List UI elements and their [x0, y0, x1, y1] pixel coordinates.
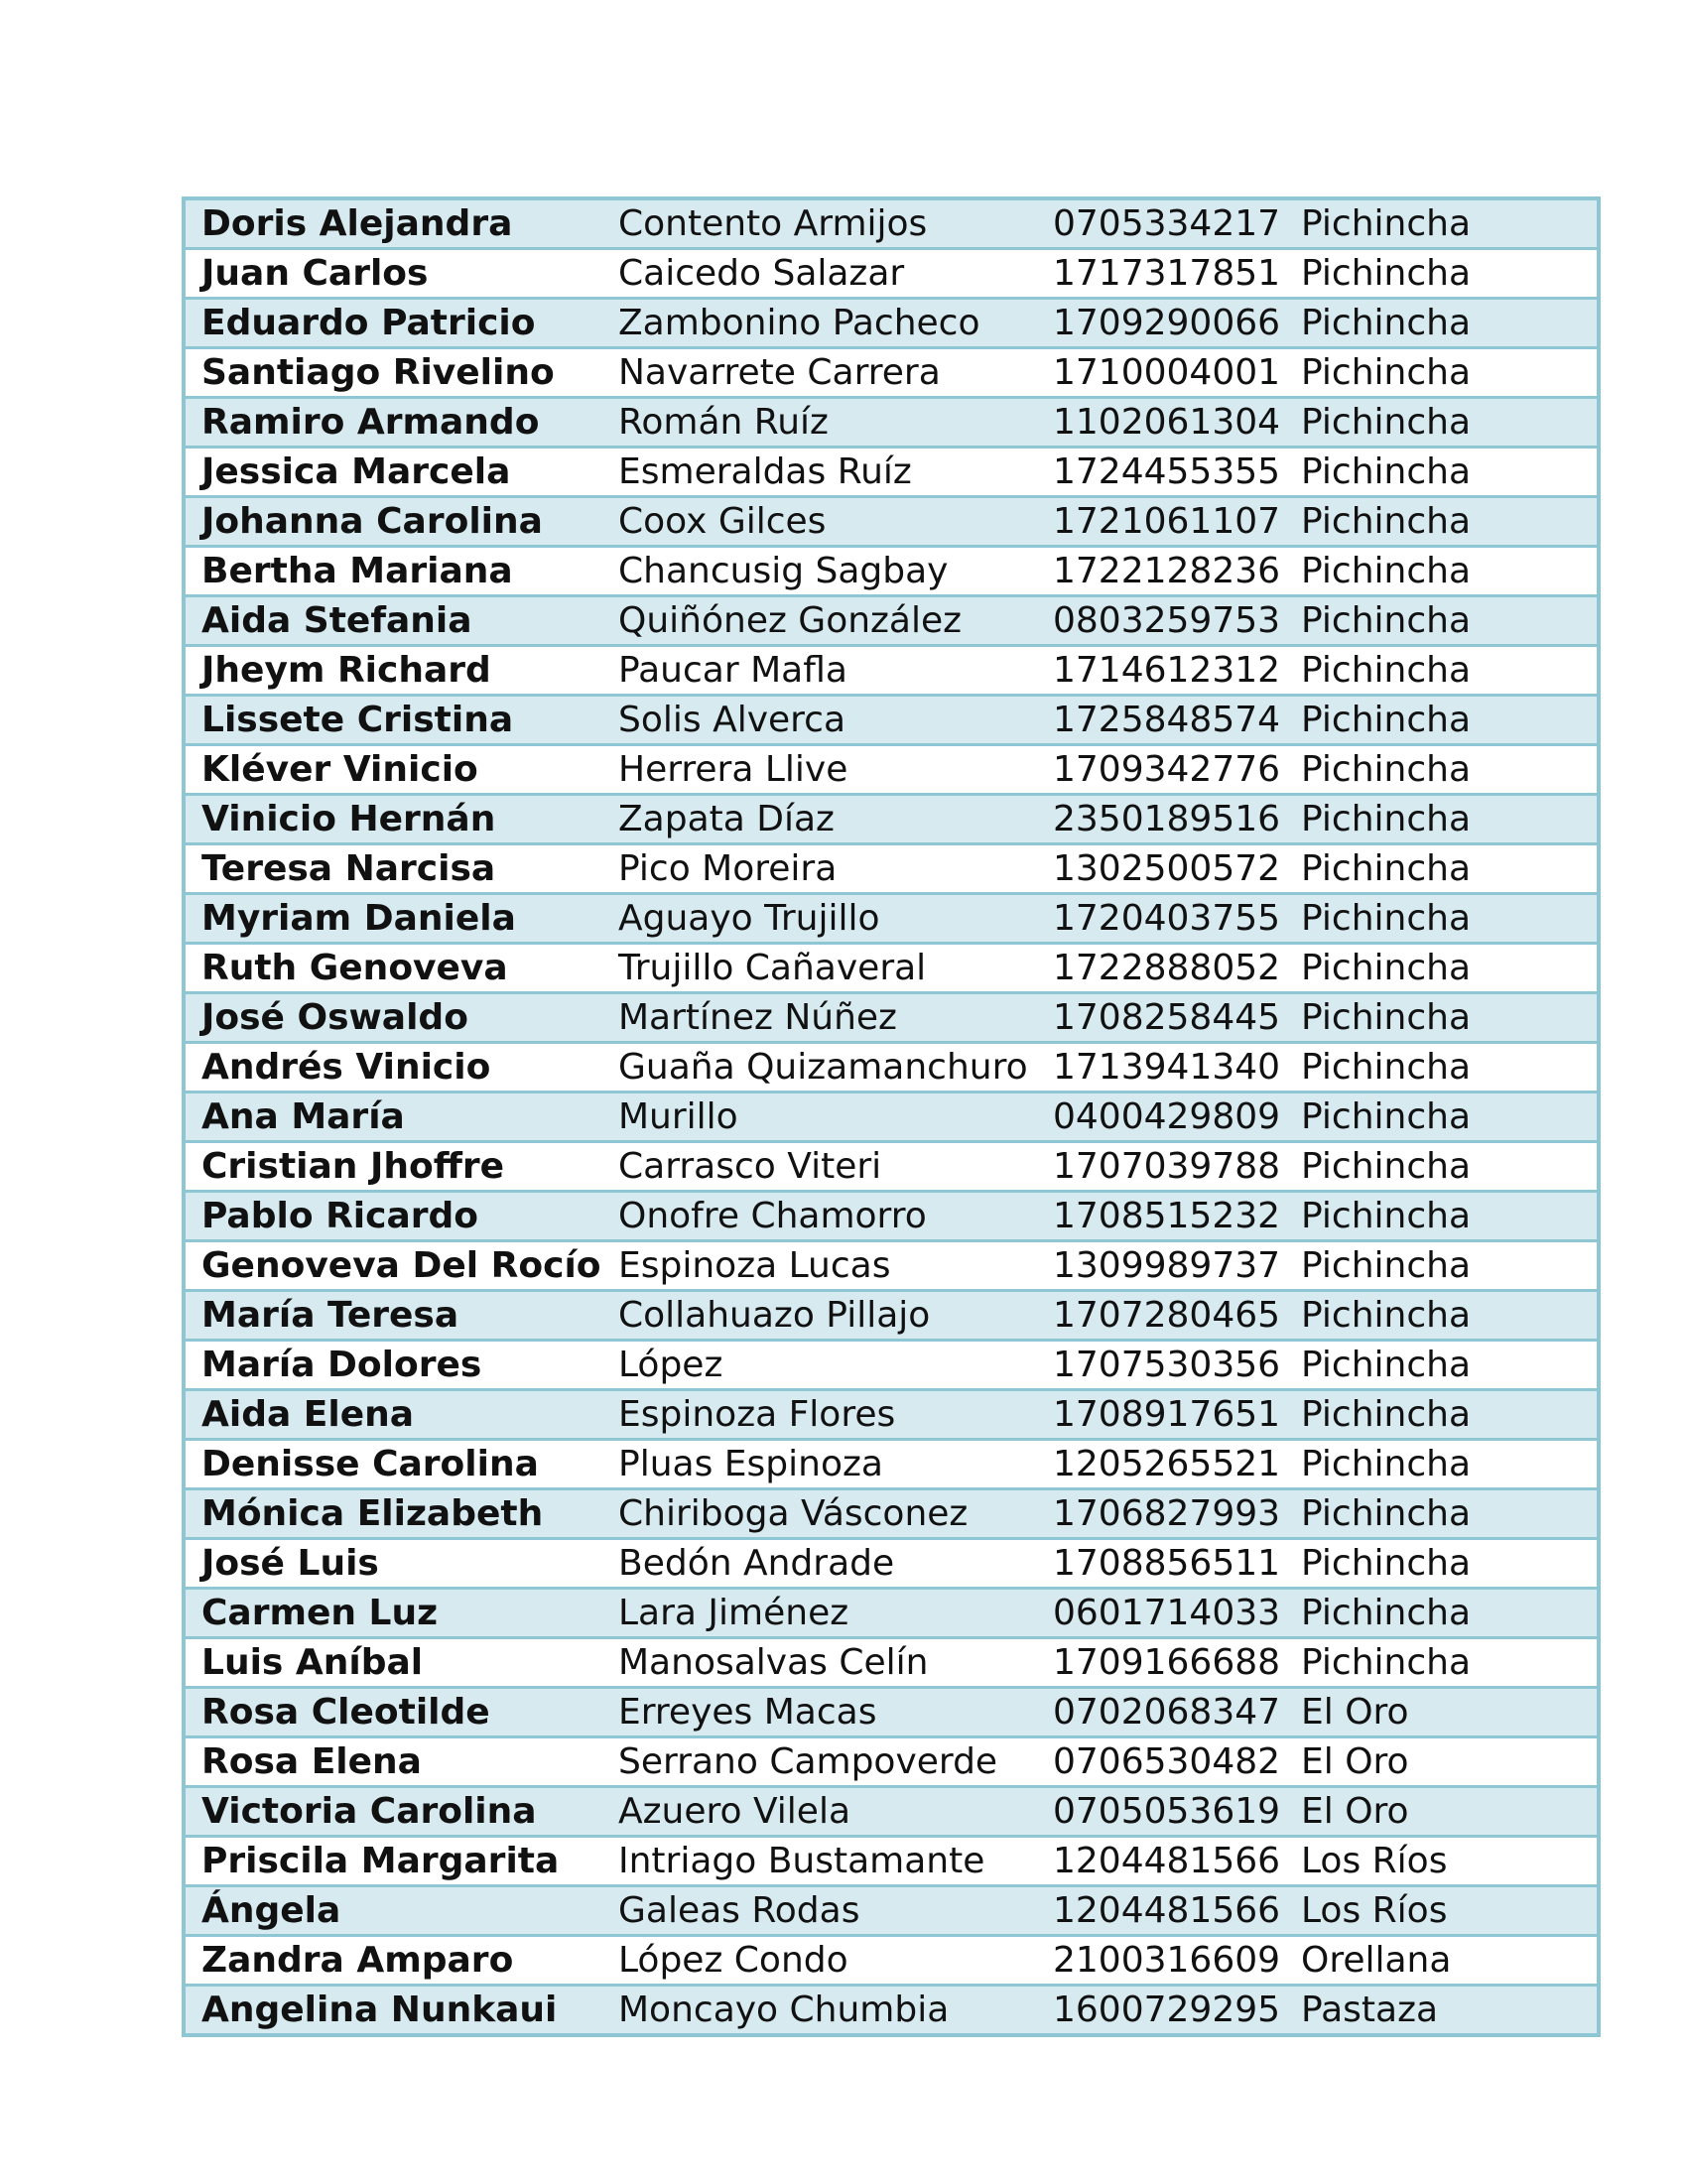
province-cell: Pichincha	[1293, 1043, 1599, 1092]
table-row	[184, 299, 1599, 348]
table-row	[184, 844, 1599, 894]
id-number-cell: 1302500572	[1041, 844, 1293, 894]
table-row	[184, 1886, 1599, 1936]
first-names-cell: Pablo Ricardo	[184, 1192, 608, 1241]
province-cell: Pichincha	[1293, 844, 1599, 894]
first-names-cell: Carmen Luz	[184, 1589, 608, 1638]
first-names-cell: José Oswaldo	[184, 993, 608, 1043]
last-names-cell: Román Ruíz	[608, 398, 1041, 448]
last-names-cell: Chiriboga Vásconez	[608, 1489, 1041, 1539]
first-names-cell: Mónica Elizabeth	[184, 1489, 608, 1539]
first-names-cell: Zandra Amparo	[184, 1936, 608, 1986]
id-number-cell: 0601714033	[1041, 1589, 1293, 1638]
first-names-cell: Ruth Genoveva	[184, 944, 608, 993]
table-row	[184, 497, 1599, 547]
province-cell: Pichincha	[1293, 646, 1599, 696]
last-names-cell: Contento Armijos	[608, 198, 1041, 249]
last-names-cell: Caicedo Salazar	[608, 249, 1041, 299]
province-cell: Pichincha	[1293, 1390, 1599, 1440]
first-names-cell: Angelina Nunkaui	[184, 1986, 608, 2036]
first-names-cell: Teresa Narcisa	[184, 844, 608, 894]
province-cell: Pichincha	[1293, 398, 1599, 448]
id-number-cell: 2100316609	[1041, 1936, 1293, 1986]
id-number-cell: 1204481566	[1041, 1886, 1293, 1936]
id-number-cell: 1204481566	[1041, 1837, 1293, 1886]
province-cell: Pichincha	[1293, 1341, 1599, 1390]
province-cell: Pichincha	[1293, 497, 1599, 547]
id-number-cell: 1717317851	[1041, 249, 1293, 299]
id-number-cell: 1713941340	[1041, 1043, 1293, 1092]
province-cell: Pichincha	[1293, 696, 1599, 745]
id-number-cell: 1709290066	[1041, 299, 1293, 348]
id-number-cell: 2350189516	[1041, 795, 1293, 844]
province-cell: Pichincha	[1293, 547, 1599, 596]
table-row	[184, 1241, 1599, 1291]
province-cell: Pichincha	[1293, 1241, 1599, 1291]
first-names-cell: Rosa Elena	[184, 1737, 608, 1787]
province-cell: El Oro	[1293, 1737, 1599, 1787]
table-row	[184, 1341, 1599, 1390]
last-names-cell: Moncayo Chumbia	[608, 1986, 1041, 2036]
id-number-cell: 1709342776	[1041, 745, 1293, 795]
province-cell: Pichincha	[1293, 448, 1599, 497]
last-names-cell: Onofre Chamorro	[608, 1192, 1041, 1241]
last-names-cell: Zambonino Pacheco	[608, 299, 1041, 348]
roster-table	[182, 196, 1601, 2037]
province-cell: Pichincha	[1293, 596, 1599, 646]
id-number-cell: 0705053619	[1041, 1787, 1293, 1837]
table-row	[184, 448, 1599, 497]
id-number-cell: 1309989737	[1041, 1241, 1293, 1291]
province-cell: Pastaza	[1293, 1986, 1599, 2036]
last-names-cell: Galeas Rodas	[608, 1886, 1041, 1936]
last-names-cell: Intriago Bustamante	[608, 1837, 1041, 1886]
table-row	[184, 1737, 1599, 1787]
id-number-cell: 1708917651	[1041, 1390, 1293, 1440]
first-names-cell: Bertha Mariana	[184, 547, 608, 596]
last-names-cell: Aguayo Trujillo	[608, 894, 1041, 944]
table-row	[184, 696, 1599, 745]
id-number-cell: 1102061304	[1041, 398, 1293, 448]
last-names-cell: Quiñónez González	[608, 596, 1041, 646]
province-cell: El Oro	[1293, 1688, 1599, 1737]
province-cell: Pichincha	[1293, 894, 1599, 944]
first-names-cell: Vinicio Hernán	[184, 795, 608, 844]
last-names-cell: López Condo	[608, 1936, 1041, 1986]
province-cell: El Oro	[1293, 1787, 1599, 1837]
table-row	[184, 795, 1599, 844]
last-names-cell: Pico Moreira	[608, 844, 1041, 894]
table-row	[184, 1142, 1599, 1192]
roster-table-body	[184, 198, 1599, 2035]
first-names-cell: José Luis	[184, 1539, 608, 1589]
table-row	[184, 894, 1599, 944]
table-row	[184, 1092, 1599, 1142]
id-number-cell: 1708515232	[1041, 1192, 1293, 1241]
id-number-cell: 0706530482	[1041, 1737, 1293, 1787]
last-names-cell: Serrano Campoverde	[608, 1737, 1041, 1787]
table-row	[184, 1390, 1599, 1440]
province-cell: Pichincha	[1293, 745, 1599, 795]
id-number-cell: 1722128236	[1041, 547, 1293, 596]
table-row	[184, 596, 1599, 646]
table-row	[184, 993, 1599, 1043]
last-names-cell: Azuero Vilela	[608, 1787, 1041, 1837]
first-names-cell: Denisse Carolina	[184, 1440, 608, 1489]
province-cell: Pichincha	[1293, 348, 1599, 398]
id-number-cell: 1721061107	[1041, 497, 1293, 547]
table-row	[184, 348, 1599, 398]
first-names-cell: Eduardo Patricio	[184, 299, 608, 348]
table-row	[184, 1539, 1599, 1589]
table-row	[184, 1043, 1599, 1092]
first-names-cell: Rosa Cleotilde	[184, 1688, 608, 1737]
province-cell: Pichincha	[1293, 299, 1599, 348]
last-names-cell: López	[608, 1341, 1041, 1390]
province-cell: Orellana	[1293, 1936, 1599, 1986]
first-names-cell: Jheym Richard	[184, 646, 608, 696]
last-names-cell: Herrera Llive	[608, 745, 1041, 795]
table-row	[184, 1489, 1599, 1539]
last-names-cell: Guaña Quizamanchuro	[608, 1043, 1041, 1092]
id-number-cell: 1708258445	[1041, 993, 1293, 1043]
last-names-cell: Lara Jiménez	[608, 1589, 1041, 1638]
table-row	[184, 745, 1599, 795]
last-names-cell: Zapata Díaz	[608, 795, 1041, 844]
id-number-cell: 0705334217	[1041, 198, 1293, 249]
first-names-cell: Genoveva Del Rocío	[184, 1241, 608, 1291]
province-cell: Pichincha	[1293, 1092, 1599, 1142]
id-number-cell: 1708856511	[1041, 1539, 1293, 1589]
last-names-cell: Murillo	[608, 1092, 1041, 1142]
last-names-cell: Martínez Núñez	[608, 993, 1041, 1043]
last-names-cell: Collahuazo Pillajo	[608, 1291, 1041, 1341]
table-row	[184, 1192, 1599, 1241]
first-names-cell: María Teresa	[184, 1291, 608, 1341]
table-row	[184, 1787, 1599, 1837]
first-names-cell: Ángela	[184, 1886, 608, 1936]
first-names-cell: Priscila Margarita	[184, 1837, 608, 1886]
first-names-cell: Myriam Daniela	[184, 894, 608, 944]
table-row	[184, 1837, 1599, 1886]
table-row	[184, 944, 1599, 993]
id-number-cell: 1710004001	[1041, 348, 1293, 398]
province-cell: Pichincha	[1293, 1489, 1599, 1539]
id-number-cell: 1600729295	[1041, 1986, 1293, 2036]
first-names-cell: Santiago Rivelino	[184, 348, 608, 398]
last-names-cell: Espinoza Lucas	[608, 1241, 1041, 1291]
id-number-cell: 1720403755	[1041, 894, 1293, 944]
table-row	[184, 547, 1599, 596]
last-names-cell: Erreyes Macas	[608, 1688, 1041, 1737]
first-names-cell: Victoria Carolina	[184, 1787, 608, 1837]
id-number-cell: 0400429809	[1041, 1092, 1293, 1142]
last-names-cell: Pluas Espinoza	[608, 1440, 1041, 1489]
first-names-cell: Jessica Marcela	[184, 448, 608, 497]
province-cell: Pichincha	[1293, 1638, 1599, 1688]
table-row	[184, 249, 1599, 299]
id-number-cell: 1707280465	[1041, 1291, 1293, 1341]
first-names-cell: Lissete Cristina	[184, 696, 608, 745]
table-row	[184, 1638, 1599, 1688]
first-names-cell: Juan Carlos	[184, 249, 608, 299]
province-cell: Pichincha	[1293, 249, 1599, 299]
table-row	[184, 398, 1599, 448]
province-cell: Pichincha	[1293, 1192, 1599, 1241]
id-number-cell: 0702068347	[1041, 1688, 1293, 1737]
first-names-cell: María Dolores	[184, 1341, 608, 1390]
province-cell: Pichincha	[1293, 1142, 1599, 1192]
table-row	[184, 1589, 1599, 1638]
province-cell: Pichincha	[1293, 1589, 1599, 1638]
first-names-cell: Doris Alejandra	[184, 198, 608, 249]
last-names-cell: Navarrete Carrera	[608, 348, 1041, 398]
id-number-cell: 0803259753	[1041, 596, 1293, 646]
province-cell: Pichincha	[1293, 993, 1599, 1043]
table-row	[184, 1688, 1599, 1737]
province-cell: Pichincha	[1293, 198, 1599, 249]
last-names-cell: Trujillo Cañaveral	[608, 944, 1041, 993]
id-number-cell: 1707039788	[1041, 1142, 1293, 1192]
first-names-cell: Cristian Jhoffre	[184, 1142, 608, 1192]
table-row	[184, 646, 1599, 696]
first-names-cell: Ramiro Armando	[184, 398, 608, 448]
province-cell: Pichincha	[1293, 944, 1599, 993]
table-row	[184, 1291, 1599, 1341]
first-names-cell: Kléver Vinicio	[184, 745, 608, 795]
id-number-cell: 1725848574	[1041, 696, 1293, 745]
table-row	[184, 198, 1599, 249]
province-cell: Los Ríos	[1293, 1886, 1599, 1936]
id-number-cell: 1709166688	[1041, 1638, 1293, 1688]
last-names-cell: Bedón Andrade	[608, 1539, 1041, 1589]
last-names-cell: Paucar Mafla	[608, 646, 1041, 696]
table-row	[184, 1936, 1599, 1986]
first-names-cell: Aida Stefania	[184, 596, 608, 646]
last-names-cell: Solis Alverca	[608, 696, 1041, 745]
id-number-cell: 1724455355	[1041, 448, 1293, 497]
id-number-cell: 1706827993	[1041, 1489, 1293, 1539]
first-names-cell: Andrés Vinicio	[184, 1043, 608, 1092]
first-names-cell: Luis Aníbal	[184, 1638, 608, 1688]
first-names-cell: Ana María	[184, 1092, 608, 1142]
id-number-cell: 1707530356	[1041, 1341, 1293, 1390]
last-names-cell: Esmeraldas Ruíz	[608, 448, 1041, 497]
last-names-cell: Manosalvas Celín	[608, 1638, 1041, 1688]
first-names-cell: Aida Elena	[184, 1390, 608, 1440]
last-names-cell: Espinoza Flores	[608, 1390, 1041, 1440]
table-row	[184, 1986, 1599, 2036]
id-number-cell: 1714612312	[1041, 646, 1293, 696]
last-names-cell: Chancusig Sagbay	[608, 547, 1041, 596]
province-cell: Pichincha	[1293, 795, 1599, 844]
id-number-cell: 1205265521	[1041, 1440, 1293, 1489]
province-cell: Pichincha	[1293, 1539, 1599, 1589]
first-names-cell: Johanna Carolina	[184, 497, 608, 547]
table-row	[184, 1440, 1599, 1489]
id-number-cell: 1722888052	[1041, 944, 1293, 993]
last-names-cell: Carrasco Viteri	[608, 1142, 1041, 1192]
province-cell: Pichincha	[1293, 1291, 1599, 1341]
province-cell: Pichincha	[1293, 1440, 1599, 1489]
province-cell: Los Ríos	[1293, 1837, 1599, 1886]
last-names-cell: Coox Gilces	[608, 497, 1041, 547]
